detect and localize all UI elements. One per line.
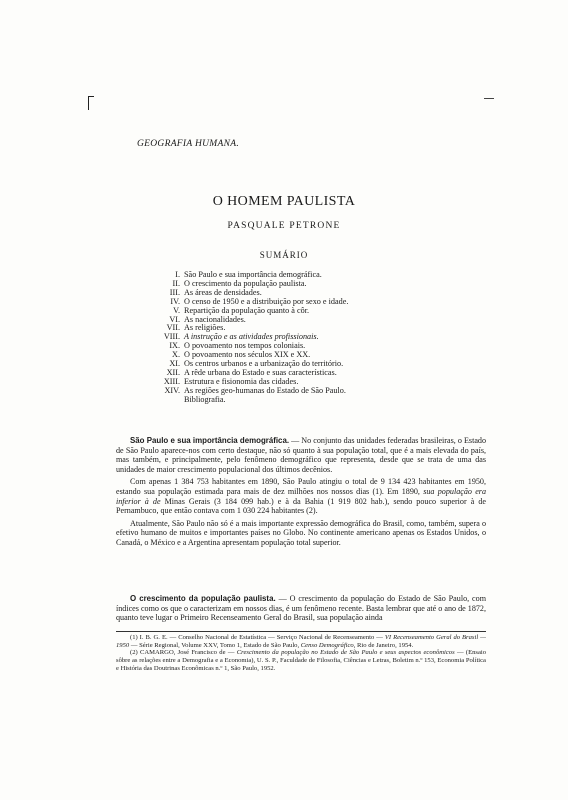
footnote-emphasis: Censo Demográfico, [300, 641, 356, 649]
footnote [116, 634, 486, 649]
paragraph-text: Com apenas 1 384 753 habitantes em 1890, São Paulo atingiu o total de 9 134 423 habitantes em 1950, estando sua população estimada para mais de dez milhões nos nossos dias (1). Em 1890, [116, 477, 486, 496]
toc-text: Os centros urbanos e a urbanização do território. [184, 359, 344, 369]
paragraph [116, 436, 486, 474]
toc-number: III. [169, 287, 180, 297]
toc-number: I. [175, 270, 180, 279]
toc-text: O povoamento nos tempos coloniais. [184, 341, 306, 351]
toc-number: VIII. [163, 332, 180, 342]
paragraph [116, 519, 486, 548]
toc-number: XIV. [164, 385, 180, 395]
toc-text: O censo de 1950 e a distribuição por sexo e idade. [184, 296, 349, 306]
section-heading: São Paulo e sua importância demográfica. [130, 436, 290, 445]
toc-text: A instrução e as atividades profissionais. [184, 332, 319, 342]
footnote-text: (1) I. B. G. E. — Conselho Nacional de Estatística — Serviço Nacional de Recenseamento — [130, 634, 383, 641]
footnotes [116, 634, 486, 673]
section-importance [116, 436, 486, 551]
footnote-text: — (Ensaio sôbre as relações entre a Demografia e a Economia), U. S. P., Faculdade de Filosofia, Ciências e Letras, Boletim n.º 153, Economia Política e História das Doutrinas Econômicas n.º 1, São Paulo, 1952. [116, 649, 487, 672]
toc-number: II. [172, 278, 180, 288]
toc-text: Repartição da população quanto à côr. [184, 305, 310, 315]
crop-mark-right [484, 98, 494, 99]
footnote-text: — Série Regional, Volume XXV, Tomo 1, Estado de São Paulo, [130, 641, 300, 649]
toc-text: Estrutura e fisionomia das cidades. [184, 376, 299, 386]
toc-text: A rêde urbana do Estado e suas características. [184, 367, 337, 377]
toc-text: As religiões. [184, 323, 226, 333]
toc-text: As áreas de densidades. [184, 287, 262, 297]
paragraph-text: Atualmente, São Paulo não só é a mais importante expressão demográfica do Brasil, como, também, supera o efetivo humano de muitos e importantes países no Globo. No continente americano apenas os Estados Unidos, o Canadá, o México e a Argentina apresentam população total superior. [116, 518, 486, 547]
toc-number: VII. [166, 323, 180, 333]
table-of-contents [140, 271, 460, 405]
paragraph [116, 594, 486, 623]
footnote-divider [116, 631, 486, 632]
toc-text: O povoamento nos séculos XIX e XX. [184, 350, 311, 360]
toc-number: XI. [169, 359, 180, 369]
crop-mark-left [88, 96, 89, 110]
toc-text: O crescimento da população paulista. [184, 278, 307, 288]
page-title: O HOMEM PAULISTA [212, 194, 356, 209]
paragraph-text: — O crescimento da população do Estado de São Paulo, com índices como os que o caracterizam em nossos dias, é um fenômeno recente. Basta lembrar que até o ano de 1872, quanto teve lugar o Primeiro Recenseamento Geral do Brasil, sua população ainda [116, 594, 486, 623]
footnote-text: Rio de Janeiro, 1954. [357, 641, 414, 649]
paragraph [116, 477, 486, 515]
footnote-text: (2) CAMARGO, José Francisco de — [130, 649, 235, 657]
toc-text: As nacionalidades. [184, 314, 246, 324]
footnote-emphasis: Crescimento da população no Estado de São Paulo e seus aspectos econômicos [236, 649, 455, 657]
emphasis-text: sua população era inferior à de [116, 486, 486, 506]
section-label: GEOGRAFIA HUMANA. [137, 139, 240, 149]
toc-number: X. [172, 350, 180, 360]
section-growth [116, 594, 486, 626]
section-heading: O crescimento da população paulista. [130, 594, 276, 603]
toc-number: XIII. [163, 376, 180, 386]
footnote [116, 649, 486, 672]
summary-heading: SUMÁRIO [259, 250, 309, 260]
toc-text: As regiões geo-humanas do Estado de São Paulo. [184, 385, 346, 395]
author-name: PASQUALE PETRONE [227, 221, 341, 231]
toc-text: São Paulo e sua importância demográfica. [184, 270, 322, 279]
footnote-emphasis: VI Recenseamento Geral do Brasil — 1950 [116, 634, 486, 649]
toc-number: XII. [166, 367, 180, 377]
toc-number: IV. [170, 296, 180, 306]
toc-number: VI. [169, 314, 180, 324]
toc-bibliography: Bibliografia. [184, 394, 226, 404]
paragraph-text: — No conjunto das unidades federadas brasileiras, o Estado de São Paulo aparece-nos com certo destaque, não só quanto à sua população total, que é a mais elevada do país, mas também, e principalmente, pelo fenômeno demográfico que representa, desde que se trata de uma das unidades de maior crescimento populacional dos últimos decênios. [116, 436, 487, 474]
toc-number: IX. [169, 341, 180, 351]
paragraph-text: Minas Gerais (3 184 099 hab.) e à da Bahia (1 919 802 hab.), sendo pouco superior à de Pernambuco, que então contava com 1 030 224 habitantes (2). [116, 496, 487, 516]
toc-number: V. [173, 305, 180, 315]
